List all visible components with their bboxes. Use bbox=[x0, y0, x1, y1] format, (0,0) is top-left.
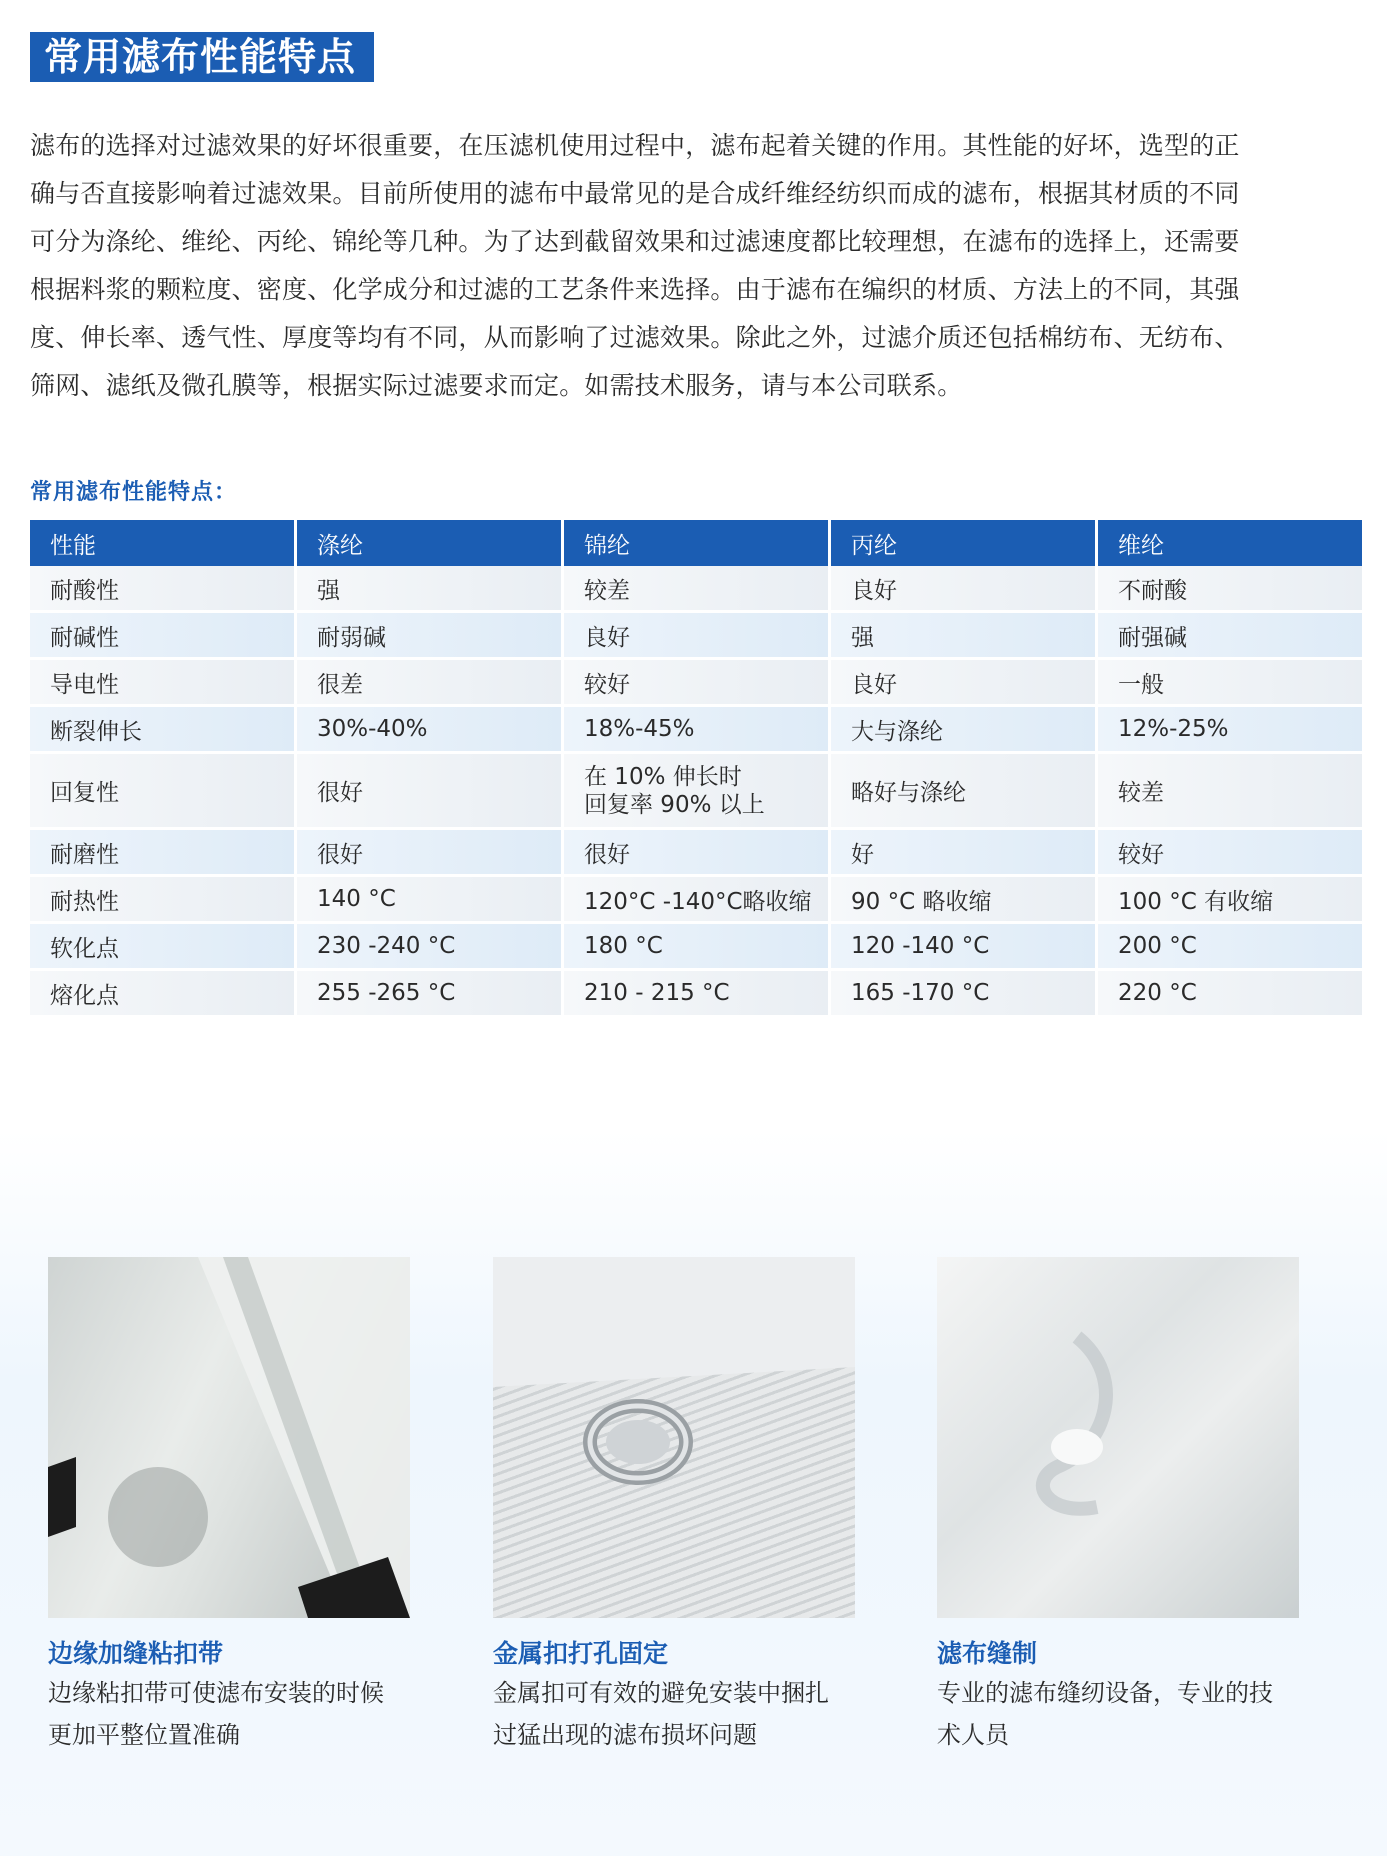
table-cell: 12%-25% bbox=[1098, 707, 1362, 751]
intro-line: 可分为涤纶、维纶、丙纶、锦纶等几种。为了达到截留效果和过滤速度都比较理想，在滤布的选择上，还需要 bbox=[30, 227, 1240, 256]
property-name-cell: 熔化点 bbox=[30, 971, 294, 1015]
table-cell: 较好 bbox=[564, 660, 828, 704]
table-cell: 100 °C 有收缩 bbox=[1098, 877, 1362, 921]
feature-title-sewing: 滤布缝制 bbox=[937, 1639, 1038, 1668]
feature-desc-line: 边缘粘扣带可使滤布安装的时候 bbox=[48, 1679, 384, 1707]
feature-desc-sewing bbox=[937, 1672, 1307, 1756]
table-cell: 230 -240 °C bbox=[297, 924, 561, 968]
table-row bbox=[30, 830, 1362, 877]
table-row bbox=[30, 613, 1362, 660]
table-cell: 良好 bbox=[831, 566, 1095, 610]
table-cell: 一般 bbox=[1098, 660, 1362, 704]
table-cell: 90 °C 略收缩 bbox=[831, 877, 1095, 921]
sewing-seam-photo bbox=[937, 1257, 1299, 1618]
intro-line: 根据料浆的颗粒度、密度、化学成分和过滤的工艺条件来选择。由于滤布在编织的材质、方法上的不同，其强 bbox=[30, 275, 1240, 304]
cell-line: 回复率 90% 以上 bbox=[584, 792, 765, 818]
table-row bbox=[30, 971, 1362, 1018]
column-header: 涤纶 bbox=[297, 520, 561, 566]
table-row bbox=[30, 754, 1362, 830]
property-name-cell: 耐酸性 bbox=[30, 566, 294, 610]
property-name-cell: 断裂伸长 bbox=[30, 707, 294, 751]
table-cell: 耐强碱 bbox=[1098, 613, 1362, 657]
feature-title-velcro: 边缘加缝粘扣带 bbox=[48, 1639, 224, 1668]
property-name-cell: 耐碱性 bbox=[30, 613, 294, 657]
property-name-cell: 回复性 bbox=[30, 754, 294, 827]
table-cell: 良好 bbox=[831, 660, 1095, 704]
table-row bbox=[30, 660, 1362, 707]
table-cell: 良好 bbox=[564, 613, 828, 657]
column-header: 锦纶 bbox=[564, 520, 828, 566]
table-cell: 210 - 215 °C bbox=[564, 971, 828, 1015]
intro-paragraph bbox=[30, 122, 1365, 410]
table-body bbox=[30, 566, 1362, 1018]
table-row bbox=[30, 566, 1362, 613]
feature-desc-line: 更加平整位置准确 bbox=[48, 1721, 240, 1749]
table-cell: 很好 bbox=[564, 830, 828, 874]
table-header-row bbox=[30, 520, 1362, 566]
feature-desc-line: 专业的滤布缝纫设备，专业的技 bbox=[937, 1679, 1273, 1707]
feature-desc-velcro bbox=[48, 1672, 418, 1756]
feature-title-grommet: 金属扣打孔固定 bbox=[493, 1639, 669, 1668]
table-cell: 165 -170 °C bbox=[831, 971, 1095, 1015]
table-cell: 大与涤纶 bbox=[831, 707, 1095, 751]
table-cell: 255 -265 °C bbox=[297, 971, 561, 1015]
table-cell: 220 °C bbox=[1098, 971, 1362, 1015]
table-cell: 30%-40% bbox=[297, 707, 561, 751]
table-cell: 很好 bbox=[297, 754, 561, 827]
table-cell: 耐弱碱 bbox=[297, 613, 561, 657]
feature-desc-grommet bbox=[493, 1672, 863, 1756]
metal-grommet-photo bbox=[493, 1257, 855, 1618]
table-cell: 很差 bbox=[297, 660, 561, 704]
table-cell: 180 °C bbox=[564, 924, 828, 968]
table-cell bbox=[564, 754, 828, 827]
property-name-cell: 耐热性 bbox=[30, 877, 294, 921]
table-cell: 略好与涤纶 bbox=[831, 754, 1095, 827]
table-cell: 很好 bbox=[297, 830, 561, 874]
property-name-cell: 软化点 bbox=[30, 924, 294, 968]
feature-desc-line: 金属扣可有效的避免安装中捆扎 bbox=[493, 1679, 829, 1707]
intro-line: 度、伸长率、透气性、厚度等均有不同，从而影响了过滤效果。除此之外，过滤介质还包括棉纺布、无纺布、 bbox=[30, 323, 1240, 352]
column-header: 维纶 bbox=[1098, 520, 1362, 566]
table-cell: 140 °C bbox=[297, 877, 561, 921]
intro-line: 滤布的选择对过滤效果的好坏很重要，在压滤机使用过程中，滤布起着关键的作用。其性能的好坏，选型的正 bbox=[30, 131, 1240, 160]
table-cell: 强 bbox=[297, 566, 561, 610]
table-cell: 200 °C bbox=[1098, 924, 1362, 968]
table-heading: 常用滤布性能特点： bbox=[30, 480, 238, 505]
table-row bbox=[30, 877, 1362, 924]
property-name-cell: 耐磨性 bbox=[30, 830, 294, 874]
table-cell: 120 -140 °C bbox=[831, 924, 1095, 968]
table-cell: 好 bbox=[831, 830, 1095, 874]
table-cell: 强 bbox=[831, 613, 1095, 657]
column-header: 丙纶 bbox=[831, 520, 1095, 566]
properties-table bbox=[30, 520, 1362, 1018]
table-row bbox=[30, 707, 1362, 754]
feature-desc-line: 过猛出现的滤布损坏问题 bbox=[493, 1721, 757, 1749]
property-name-cell: 导电性 bbox=[30, 660, 294, 704]
table-cell: 18%-45% bbox=[564, 707, 828, 751]
table-cell: 120°C -140°C略收缩 bbox=[564, 877, 828, 921]
table-cell: 不耐酸 bbox=[1098, 566, 1362, 610]
table-row bbox=[30, 924, 1362, 971]
table-cell: 较差 bbox=[1098, 754, 1362, 827]
page-title: 常用滤布性能特点 bbox=[30, 32, 374, 82]
table-cell: 较差 bbox=[564, 566, 828, 610]
cell-line: 在 10% 伸长时 bbox=[584, 764, 742, 790]
intro-line: 确与否直接影响着过滤效果。目前所使用的滤布中最常见的是合成纤维经纺织而成的滤布，根据其材质的不同 bbox=[30, 179, 1240, 208]
table-cell: 较好 bbox=[1098, 830, 1362, 874]
feature-desc-line: 术人员 bbox=[937, 1721, 1009, 1749]
column-header: 性能 bbox=[30, 520, 294, 566]
intro-line: 筛网、滤纸及微孔膜等，根据实际过滤要求而定。如需技术服务，请与本公司联系。 bbox=[30, 371, 963, 400]
velcro-edge-photo bbox=[48, 1257, 410, 1618]
